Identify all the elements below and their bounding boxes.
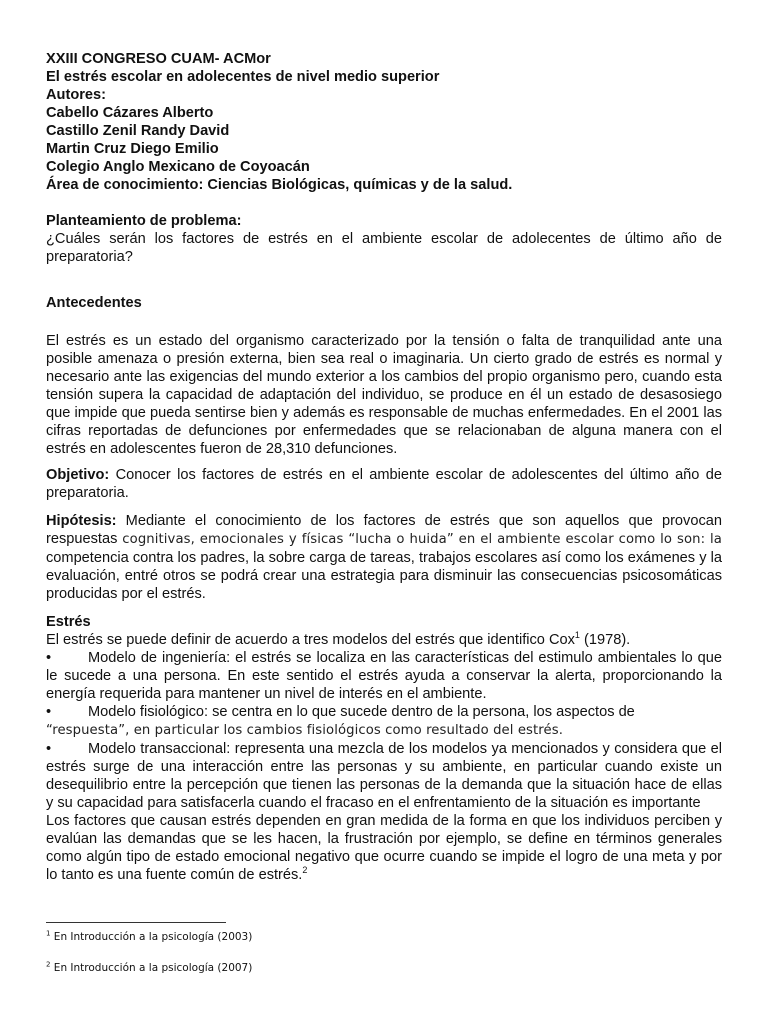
bullet-icon: • [46, 741, 52, 757]
document-page [46, 50, 722, 884]
model-item-engineering [46, 649, 722, 703]
knowledge-area: Área de conocimiento: Ciencias Biológicas, químicas y de la salud. [46, 177, 513, 193]
model-item-text: Modelo fisiológico: se centra en lo que sucede dentro de la persona, los aspectos de [88, 704, 635, 720]
background-heading: Antecedentes [46, 295, 142, 311]
stress-intro [46, 631, 722, 649]
authors-label: Autores: [46, 87, 106, 103]
stress-intro-text: El estrés se puede definir de acuerdo a tres modelos del estrés que identifico Cox [46, 632, 575, 648]
bullet-icon: • [46, 650, 52, 666]
footnote-mark: 1 [46, 929, 51, 938]
model-item-text: Modelo transaccional: representa una mezcla de los modelos ya mencionados y considera que el estrés surge de una interacción entre las personas y su ambiente, en particular cuando existe un desequilibrio entre la percepción que tienen las personas de la demanda que la situación hace de ellas y su capacidad para satisfacerla cuando el fracaso en el enfrentamiento de la situación es importante [46, 741, 722, 811]
footnote-text: En Introducción a la psicología (2003) [50, 931, 253, 943]
footnote-ref: 1 [574, 630, 580, 641]
model-item-transactional [46, 740, 722, 812]
hypothesis-text-a: Mediante el conocimiento de los factores de estrés que son aquellos que provocan respuestas [46, 513, 722, 547]
stress-heading: Estrés [46, 614, 91, 630]
objective-label: Objetivo: [46, 467, 110, 483]
footnote-mark: 2 [46, 960, 51, 969]
footnote-text: En Introducción a la psicología (2007) [50, 962, 253, 974]
footnote-divider [46, 922, 226, 923]
background-text: El estrés es un estado del organismo caracterizado por la tensión o falta de tranquilidad ante una posible amenaza o presión externa, bien sea real o imaginaria. Un cierto grado de estrés es normal y necesario ante las exigencias del mundo exterior a los cambios del propio organismo pero, cuando esta tensión supera la capacidad de adaptación del individuo, se produce en él un estado de desasosiego que impide que pueda sentirse bien y además es responsable de muchas enfermedades. En el 2001 las cifras reportadas de defunciones por enfermedades que se relacionaban de alguna manera con el estrés en adolescentes fueron de 28,310 defunciones. [46, 333, 722, 457]
author-name: Castillo Zenil Randy David [46, 123, 230, 139]
objective-text: Conocer los factores de estrés en el ambiente escolar de adolescentes del último año de preparatoria. [46, 467, 722, 501]
author-name: Cabello Cázares Alberto [46, 105, 214, 121]
model-item-text-cont: “respuesta”, en particular los cambios fisiológicos como resultado del estrés. [46, 723, 563, 738]
congress-name: XXIII CONGRESO CUAM- ACMor [46, 51, 271, 67]
school-name: Colegio Anglo Mexicano de Coyoacán [46, 159, 310, 175]
hypothesis-text-c: competencia contra los padres, la sobre carga de tareas, trabajos escolares así como los exámenes y la evaluación, entré otros se podrá crear una estrategia para disminuir las consecuencias psicosomáticas producidas por el estrés. [46, 550, 722, 602]
hypothesis-text-b: cognitivas, emocionales y físicas “lucha o huida” en el ambiente escolar como lo son: la [117, 532, 722, 547]
hypothesis-paragraph [46, 512, 722, 603]
problem-text: ¿Cuáles serán los factores de estrés en el ambiente escolar de adolecentes de último año de preparatoria? [46, 231, 722, 265]
paper-title: El estrés escolar en adolecentes de nivel medio superior [46, 69, 440, 85]
document-header [46, 50, 722, 194]
bullet-icon: • [46, 704, 52, 720]
footnote-1 [46, 931, 252, 944]
hypothesis-label: Hipótesis: [46, 513, 117, 529]
stress-closing [46, 812, 722, 884]
author-name: Martin Cruz Diego Emilio [46, 141, 219, 157]
stress-closing-text: Los factores que causan estrés dependen en gran medida de la forma en que los individuos perciben y evalúan las demandas que se les hacen, la frustración por ejemplo, se define en términos generales como algún tipo de estado emocional negativo que ocurre cuando se impide el logro de una meta y por lo tanto es una fuente común de estrés. [46, 813, 722, 883]
footnote-ref: 2 [302, 865, 308, 876]
model-item-text: Modelo de ingeniería: el estrés se localiza en las características del estimulo ambientales lo que le sucede a una persona. En este sentido el estrés ayuda a conservar la alerta, proporcionando la energía requerida para mantener un nivel de interés en el ambiente. [46, 650, 722, 702]
footnote-2 [46, 962, 252, 975]
model-item-physiological [46, 703, 722, 740]
objective-paragraph [46, 466, 722, 502]
stress-intro-year: (1978). [579, 632, 631, 648]
problem-heading: Planteamiento de problema: [46, 213, 242, 229]
